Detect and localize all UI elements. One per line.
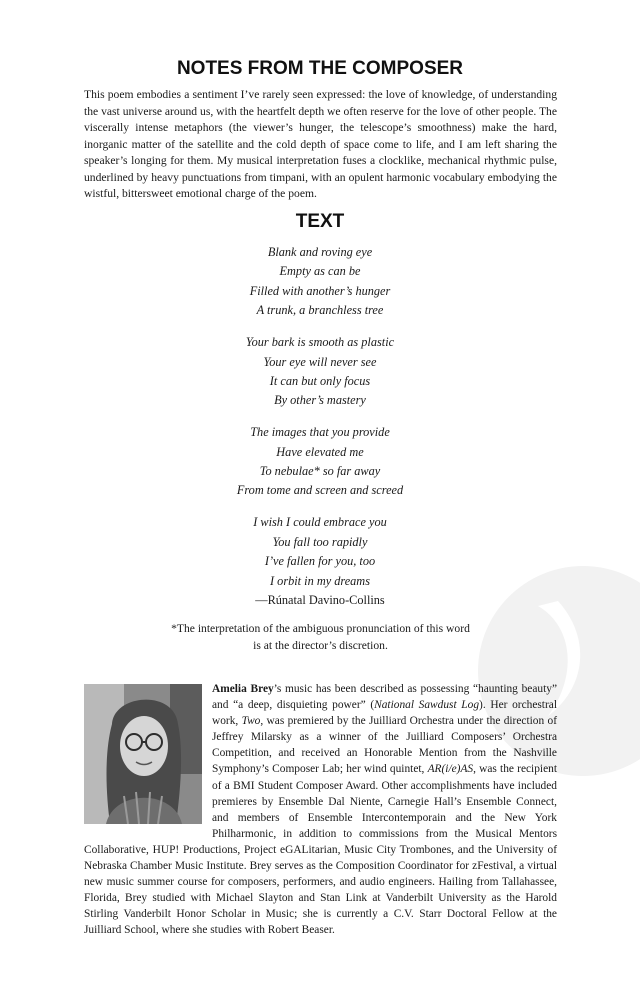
poem-line: I orbit in my dreams <box>270 573 370 588</box>
poem-line: Your bark is smooth as plastic <box>245 335 395 350</box>
poem-line: By other’s mastery <box>274 393 366 408</box>
bio-text: , was the recipient of a BMI Student Composer Award. Other accomplishments have included premieres by Ensemble Dal Niente, Carnegie Hall’s Ensemble Connect, and members of Ensemble Intercontemporain and the New York Philharmonic, in addition to commissions from the Musical Mentors Collaborative, HUP! Productions, Project eGALitarian, Music City Trombones, and the University of Nebraska Chamber Music Institute. Brey serves as the Composition Coordinator for zFestival, a virtual new music summer course for composers, performers, and audio engineers. Hailing from Tallahassee, Florida, Brey studied with Michael Slayton and Stan Link at Vanderbilt University as the Harold Stirling Vanderbilt Honor Scholar in Music; she is currently a C.V. Starr Doctoral Fellow at the Juilliard School, where she studies with Robert Beaser. <box>84 763 557 937</box>
bio-source: National Sawdust Log <box>374 699 480 712</box>
bio-text: ). Her orchestral work, <box>212 699 557 728</box>
poem-line: I wish I could embrace you <box>253 515 387 530</box>
poem-line: Filled with another’s hunger <box>249 283 391 298</box>
poem-line: Empty as can be <box>279 264 361 279</box>
notes-heading: NOTES FROM THE COMPOSER <box>176 58 464 79</box>
poem-line: Blank and roving eye <box>267 245 373 259</box>
poem-line: It can but only focus <box>269 373 371 388</box>
footnote-line-1: *The interpretation of the ambiguous pronunciation of this word <box>171 622 470 635</box>
poem-line: Have elevated me <box>276 444 364 459</box>
poem-author: —Rúnatal Davino-Collins <box>255 593 385 607</box>
poem-line: From tome and screen and screed <box>236 483 404 498</box>
stanza-1 <box>0 243 640 321</box>
composer-name: Amelia Brey <box>212 683 274 695</box>
stanza-3 <box>0 423 640 501</box>
footnote-line-2: is at the director’s discretion. <box>253 638 388 652</box>
poem-line: A trunk, a branchless tree <box>256 303 384 318</box>
poem-line: Your eye will never see <box>263 354 377 369</box>
poem-line: You fall too rapidly <box>272 534 368 549</box>
footnote <box>168 621 473 654</box>
composer-bio <box>84 681 557 939</box>
notes-body: This poem embodies a sentiment I’ve rarely seen expressed: the love of knowledge, of understanding the vast universe around us, with the heartfelt depth we often reserve for the love of other people. The viscerally intense metaphors (the viewer’s hunger, the telescope’s smoothness) make the hard, inorganic matter of the satellite and the cold depth of space come to life, and I am left sharing the speaker’s longing for them. My musical interpretation fuses a clocklike, mechanical rhythmic pulse, underlined by heavy punctuations from timpani, with an opulent harmonic vocabulary embodying the wistful, bittersweet emotional charge of the poem. <box>84 88 557 200</box>
bio-work-title: AR(i/e)AS <box>427 763 474 776</box>
poem-line: I’ve fallen for you, too <box>264 554 376 569</box>
bio-text: , was premiered by the Juilliard Orchestra under the direction of Jeffrey Milarsky as a winner of the Juilliard Composers’ Orchestra Competition, and received an Honorable Mention from the Nashville Symphony’s Composer Lab; her wind quintet, <box>212 715 557 776</box>
composer-photo <box>84 684 202 824</box>
stanza-4 <box>0 513 640 591</box>
bio-work-title: Two <box>241 715 261 728</box>
poem <box>0 243 640 604</box>
poem-line: The images that you provide <box>250 425 390 440</box>
poem-line: To nebulae* so far away <box>259 464 381 479</box>
bio-text: ’s music has been described as possessing “haunting beauty” and “a deep, disquieting power” ( <box>212 683 557 712</box>
text-heading: TEXT <box>295 211 345 232</box>
stanza-2 <box>0 333 640 411</box>
